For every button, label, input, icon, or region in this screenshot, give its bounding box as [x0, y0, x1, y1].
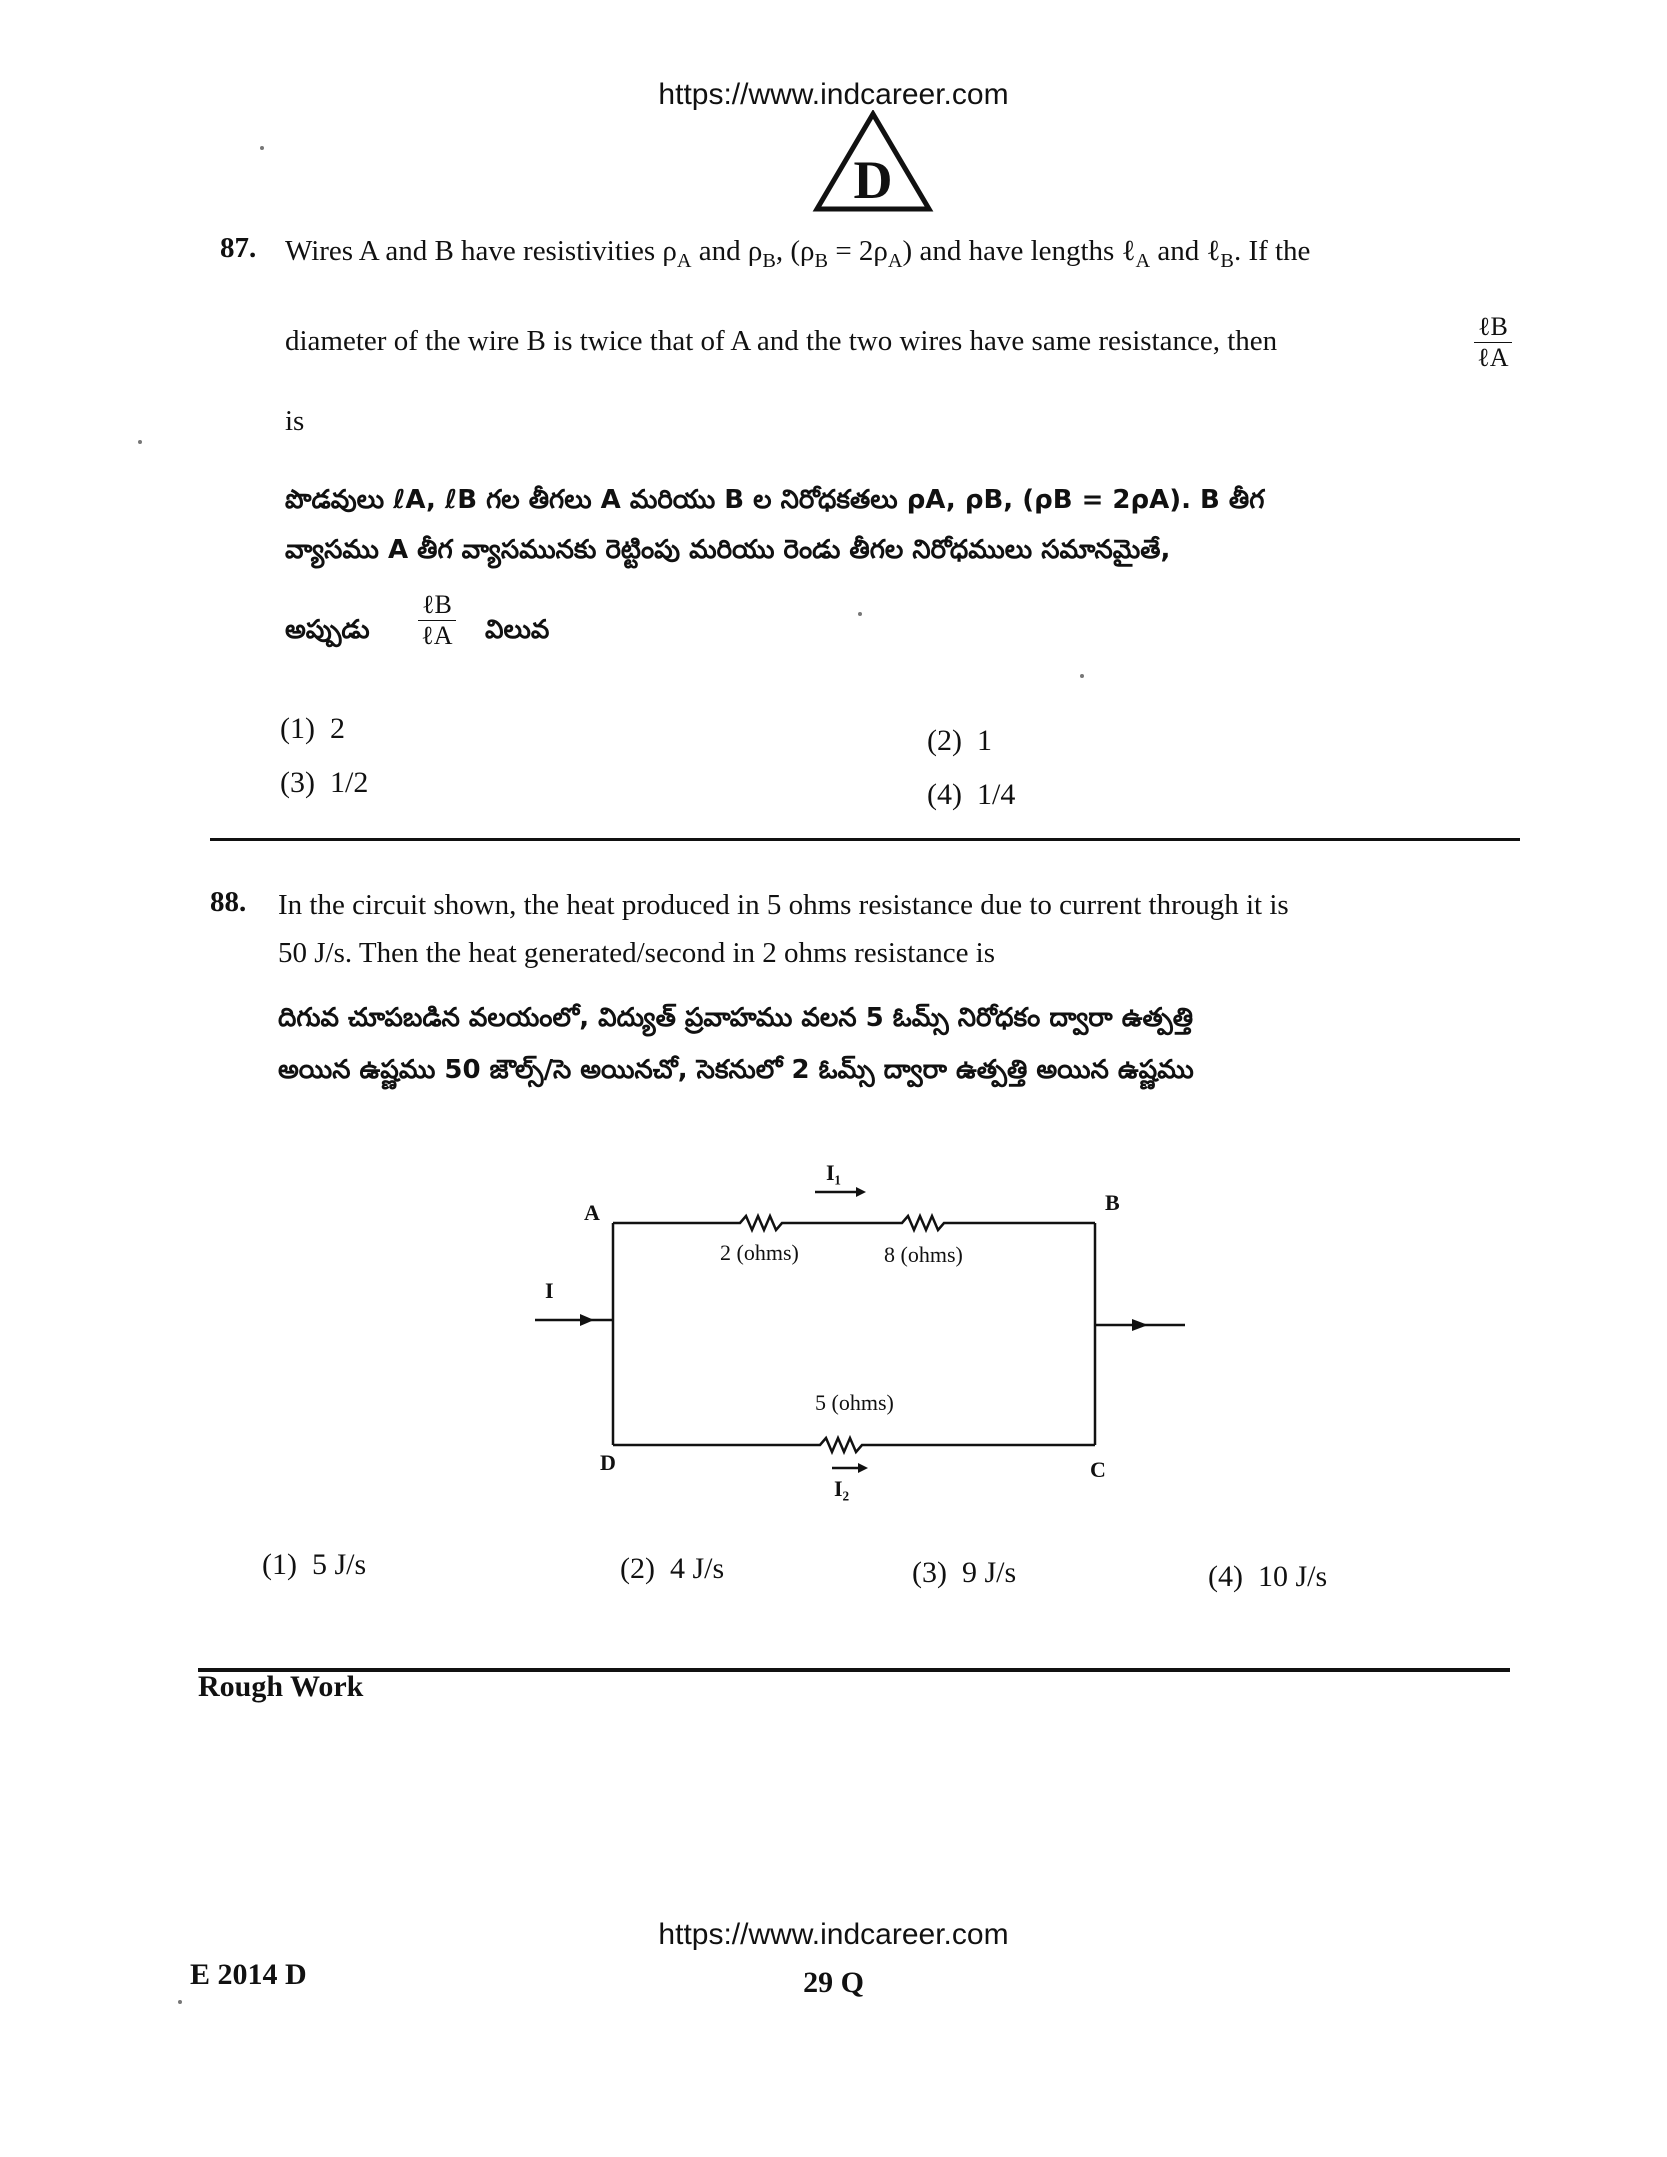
exam-code: E 2014 D: [190, 1958, 307, 1991]
q88-option-4[interactable]: (4) 10 J/s: [1208, 1560, 1328, 1593]
q87-telugu-line2: వ్యాసము A తీగ వ్యాసమునకు రెట్టింపు మరియు రెండు తీగల నిరోధములు సమానమైతే,: [285, 535, 1171, 565]
q87-option-2[interactable]: (2) 1: [927, 724, 992, 757]
resistor-8-ohm-label: 8 (ohms): [884, 1242, 963, 1267]
current-1-arrow-head: [856, 1187, 866, 1197]
node-a-label: A: [584, 1200, 600, 1225]
q87-english-line3: is: [285, 405, 305, 437]
current-2-label: I₂: [834, 1476, 850, 1501]
q87-english-line1: Wires A and B have resistivities $\rho_A$ and $\rho_B$, $(\rho_B = 2\rho_A)$ and have lengths ℓ$_A$ and ℓ$_B$. If the: [285, 235, 1311, 272]
scan-speck: [138, 440, 142, 444]
q87-telugu-fraction: $\frac{\text{ℓB}}{\text{ℓA}}$: [412, 590, 462, 651]
q87-telugu-line3: అప్పుడు: [285, 615, 370, 645]
top-branch-wire: [613, 1216, 1095, 1230]
current-2-arrow-head: [858, 1463, 868, 1473]
resistor-2-ohm-label: 2 (ohms): [720, 1240, 799, 1265]
q87-number: 87.: [220, 232, 257, 264]
q87-fraction-lb-la: $\frac{\text{ℓB}}{\text{ℓA}}$: [1468, 312, 1518, 373]
output-arrow-head: [1132, 1319, 1148, 1331]
footer-url[interactable]: https://www.indcareer.com: [658, 1918, 1009, 1951]
q88-option-3[interactable]: (3) 9 J/s: [912, 1556, 1017, 1589]
input-arrow-head: [580, 1314, 594, 1326]
q87-option-4[interactable]: (4) 1/4: [927, 778, 1016, 811]
resistor-5-ohm-label: 5 (ohms): [815, 1390, 894, 1415]
current-1-label: I₁: [826, 1160, 842, 1185]
q87-option-3[interactable]: (3) 1/2: [280, 766, 369, 799]
scan-speck: [858, 612, 862, 616]
q87-telugu-line3-post: విలువ: [485, 615, 550, 645]
booklet-code-letter: D: [853, 150, 893, 210]
node-d-label: D: [600, 1450, 616, 1475]
q88-telugu-line1: దిగువ చూపబడిన వలయంలో, విద్యుత్ ప్రవాహము వలన 5 ఓమ్స్ నిరోధకం ద్వారా ఉత్పత్తి: [278, 1003, 1194, 1033]
separator-1: [210, 838, 1520, 841]
node-c-label: C: [1090, 1457, 1106, 1482]
current-total-label: I: [545, 1278, 554, 1303]
q88-number: 88.: [210, 886, 247, 918]
scan-speck: [178, 2000, 182, 2004]
q87-english-line2: diameter of the wire B is twice that of A and the two wires have same resistance, then: [285, 325, 1278, 357]
q87-telugu-line1: పొడవులు ℓA, ℓB గల తీగలు A మరియు B ల నిరోధకతలు ρA, ρB, (ρB = 2ρA). B తీగ: [285, 485, 1265, 515]
q88-english-line1: In the circuit shown, the heat produced in 5 ohms resistance due to current through it is: [278, 889, 1289, 921]
q88-telugu-line2: అయిన ఉష్ణము 50 జౌల్స్/సె అయినచో, సెకనులో 2 ఓమ్స్ ద్వారా ఉత్పత్తి అయిన ఉష్ణము: [278, 1055, 1194, 1085]
scan-speck: [1080, 674, 1084, 678]
q88-option-1[interactable]: (1) 5 J/s: [262, 1548, 367, 1581]
circuit-diagram: [520, 1140, 1200, 1520]
scan-speck: [260, 146, 264, 150]
rough-work-label: Rough Work: [198, 1670, 364, 1703]
header-url[interactable]: https://www.indcareer.com: [658, 78, 1009, 111]
page-number: 29 Q: [803, 1966, 864, 1999]
node-b-label: B: [1105, 1190, 1120, 1215]
separator-2: [198, 1668, 1510, 1672]
q88-english-line2: 50 J/s. Then the heat generated/second in 2 ohms resistance is: [278, 937, 996, 969]
bottom-branch-wire: [613, 1438, 1095, 1452]
booklet-code-triangle: [812, 110, 934, 214]
q88-option-2[interactable]: (2) 4 J/s: [620, 1552, 725, 1585]
q87-option-1[interactable]: (1) 2: [280, 712, 345, 745]
